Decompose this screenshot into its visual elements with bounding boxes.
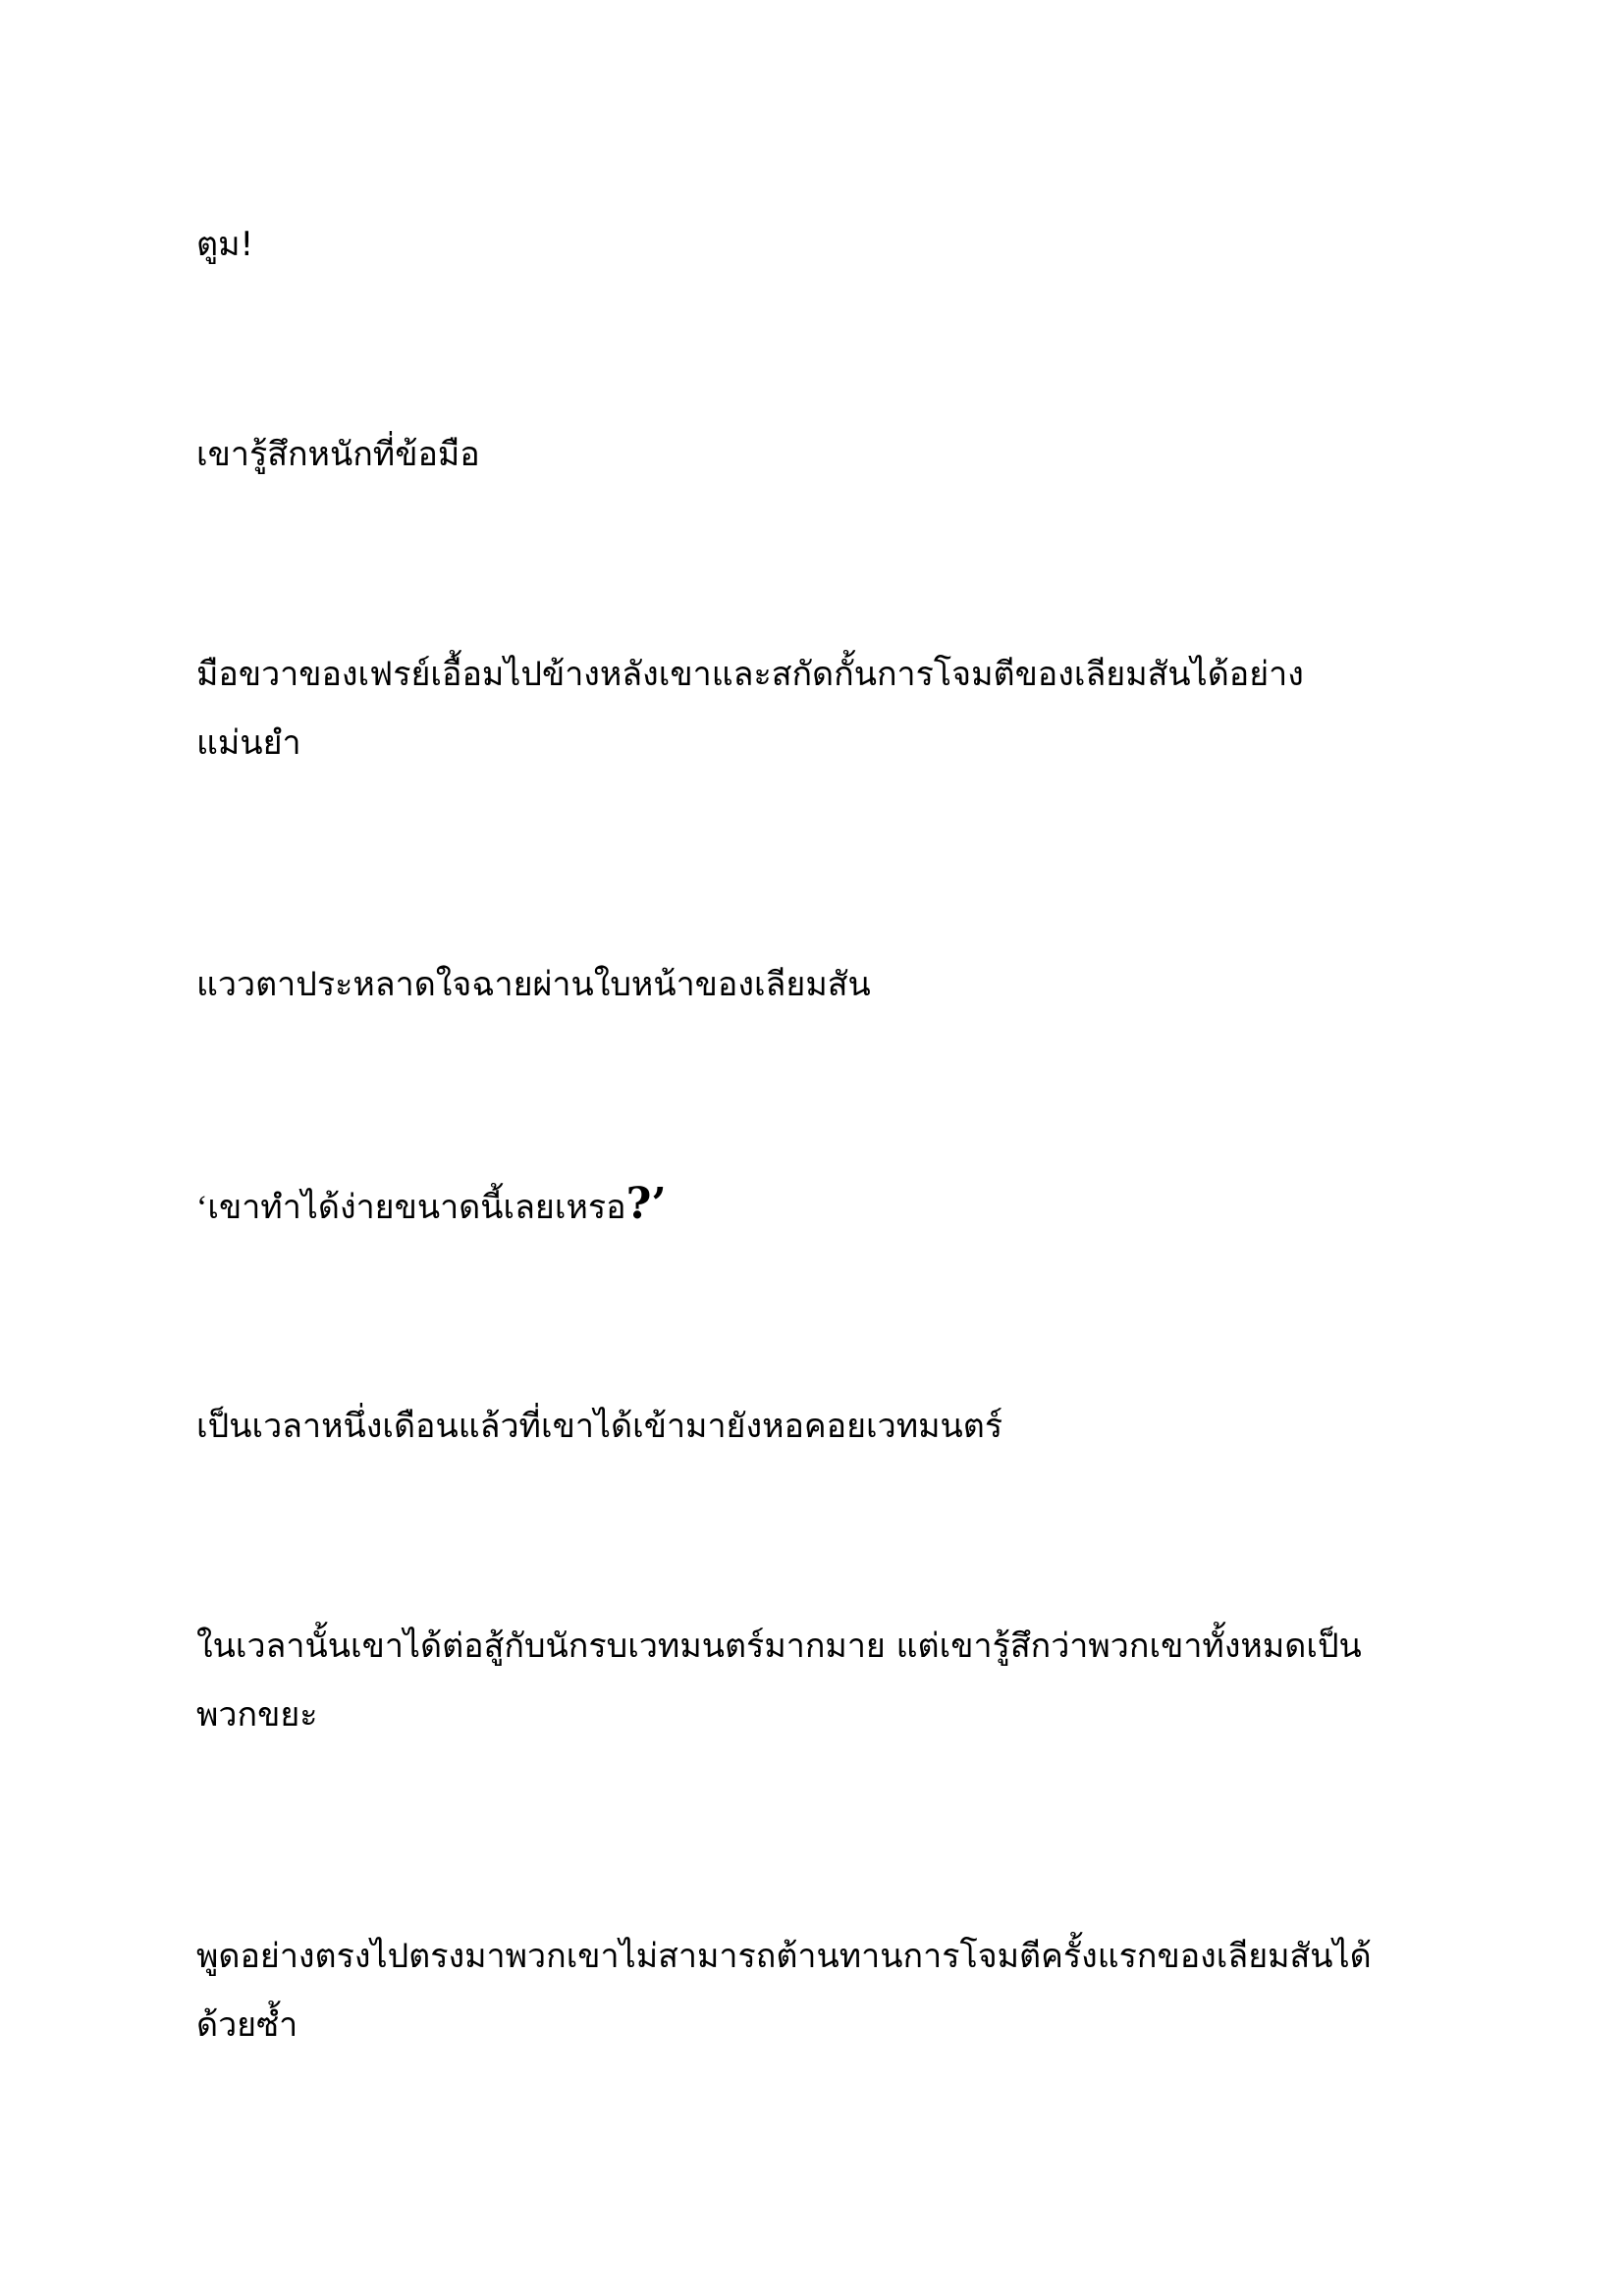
paragraph-3-line-1: มือขวาของเฟรย์เอื้อมไปข้างหลังเขาและสกัดกั้นการโจมตีของเลียมสันได้อย่าง [196, 655, 1304, 694]
paragraph-7-line-2: พวกขยะ [196, 1695, 318, 1735]
paragraph-7-line-1: ในเวลานั้นเขาได้ต่อสู้กับนักรบเวทมนตร์มากมาย แต่เขารู้สึกว่าพวกเขาทั้งหมดเป็น [196, 1627, 1362, 1666]
paragraph-5-line-1: เขาทำได้ง่ายขนาดนี้เลยเหรอ [207, 1188, 626, 1227]
question-mark: ? [625, 1179, 652, 1229]
paragraph-7 [196, 1612, 1434, 1749]
open-quote-mark: ‘ [196, 1190, 208, 1226]
paragraph-8-line-1: พูดอย่างตรงไปตรงมาพวกเขาไม่สามารถต้านทานการโจมตีครั้งแรกของเลียมสันได้ [196, 1937, 1372, 1976]
paragraph-6-line-1: เป็นเวลาหนึ่งเดือนแล้วที่เขาได้เข้ามายังหอคอยเวทมนตร์ [196, 1407, 1003, 1446]
paragraph-5 [196, 1170, 1434, 1243]
paragraph-6 [196, 1392, 1434, 1461]
paragraph-8 [196, 1922, 1434, 2059]
paragraph-4-line-1: แววตาประหลาดใจฉายผ่านใบหน้าของเลียมสัน [196, 965, 871, 1004]
close-quote-mark: ’ [651, 1179, 667, 1229]
paragraph-3 [196, 640, 1434, 777]
paragraph-2 [196, 420, 1434, 489]
paragraph-1-line-1: ตูม! [196, 225, 254, 264]
paragraph-4 [196, 950, 1434, 1019]
paragraph-8-line-2: ด้วยซ้ำ [196, 2005, 298, 2045]
paragraph-1 [196, 210, 1434, 279]
paragraph-2-line-1: เขารู้สึกหนักที่ข้อมือ [196, 435, 480, 474]
paragraph-3-line-2: แม่นยำ [196, 723, 301, 763]
